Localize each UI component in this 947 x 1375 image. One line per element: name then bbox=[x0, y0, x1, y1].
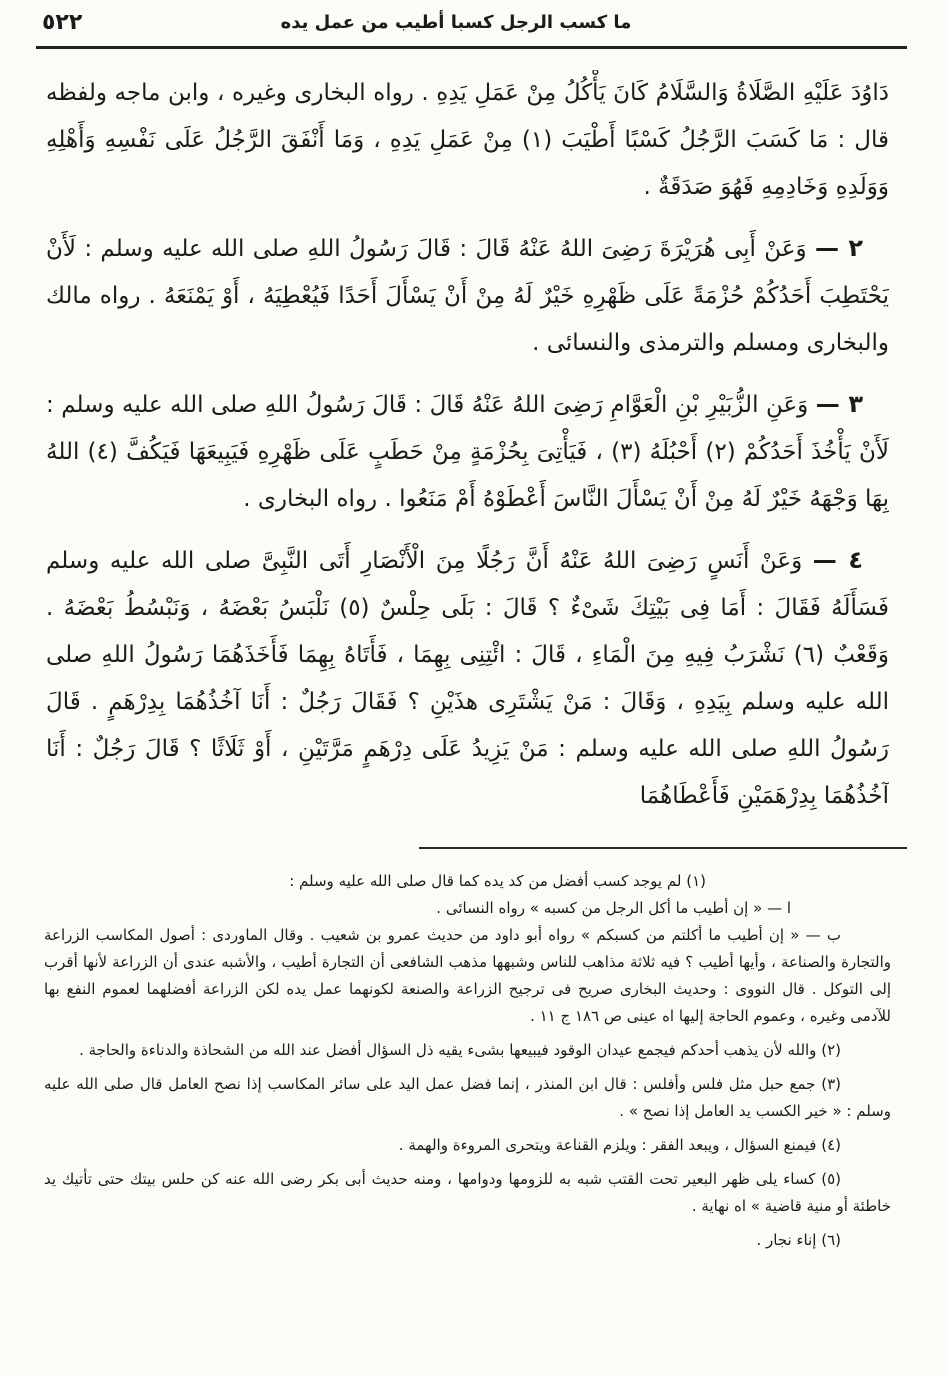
header-rule bbox=[36, 46, 907, 49]
footnote-marker: (٥) bbox=[821, 1170, 841, 1188]
footnote-separator bbox=[419, 847, 907, 849]
footnote-1-item-a bbox=[44, 895, 891, 922]
page-header bbox=[0, 0, 947, 44]
hadith-2 bbox=[46, 225, 889, 367]
footnote-marker: ا — bbox=[767, 899, 791, 917]
footnote-text: إناء نجار . bbox=[756, 1231, 817, 1249]
footnote-text: لم يوجد كسب أفضل من كد يده كما قال صلى الله عليه وسلم : bbox=[289, 872, 682, 890]
footnote-text: والله لأن يذهب أحدكم فيجمع عيدان الوقود فيبيعها بشىء يقيه ذل السؤال أفضل عند الله من الشحاذة والدناءة والحاجة . bbox=[79, 1041, 817, 1059]
footnote-5 bbox=[44, 1166, 891, 1220]
footnote-text: كساء يلى ظهر البعير تحت القتب شبه به للزومها ودوامها ، ومنه حديث أبى بكر رضى الله عنه كن حلس بيتك حتى تأتيك يد خاطئة أو منية قاضية » اه نهاية . bbox=[44, 1170, 891, 1215]
hadith-text: وَعَنِ الزُّبَيْرِ بْنِ الْعَوَّامِ رَضِىَ اللهُ عَنْهُ قَالَ : قَالَ رَسُولُ اللهِ صلى الله عليه وسلم : لَأَنْ يَأْخُذَ أَحَدُكُمْ (٢) أَحْبُلَهُ (٣) ، فَيَأْتِىَ بِحُزْمَةٍ مِنْ حَطَبٍ عَلَى ظَهْرِهِ فَيَبِيعَهَا فَيَكُفَّ (٤) اللهُ بِهَا وَجْهَهُ خَيْرٌ لَهُ مِنْ أَنْ يَسْأَلَ النَّاسَ أَعْطَوْهُ أَمْ مَنَعُوا . رواه البخارى . bbox=[46, 392, 889, 512]
hadith-number: ٢ — bbox=[814, 234, 864, 262]
footnote-text: « إن أطيب ما أكل الرجل من كسبه » رواه النسائى . bbox=[436, 899, 763, 917]
footnote-1-intro bbox=[44, 868, 891, 895]
footnote-1-item-b bbox=[44, 922, 891, 1030]
footnote-marker: (٣) bbox=[821, 1075, 841, 1093]
footnotes bbox=[44, 868, 891, 1357]
running-title: ما كسب الرجل كسبا أطيب من عمل يده bbox=[280, 12, 632, 33]
footnote-marker: (٤) bbox=[821, 1136, 841, 1154]
paragraph-continuation bbox=[46, 70, 889, 211]
footnote-4 bbox=[44, 1132, 891, 1159]
footnote-3 bbox=[44, 1071, 891, 1125]
footnote-text: فيمنع السؤال ، ويبعد الفقر : ويلزم القناعة ويتحرى المروءة والهمة . bbox=[398, 1136, 817, 1154]
hadith-number: ٤ — bbox=[812, 546, 864, 574]
paragraph-text: دَاوُدَ عَلَيْهِ الصَّلَاةُ وَالسَّلَامُ كَانَ يَأْكُلُ مِنْ عَمَلِ يَدِهِ . رواه البخارى وغيره ، وابن ماجه ولفظه قال : مَا كَسَبَ الرَّجُلُ كَسْبًا أَطْيَبَ (١) مِنْ عَمَلِ يَدِهِ ، وَمَا أَنْفَقَ الرَّجُلُ عَلَى نَفْسِهِ وَأَهْلِهِ وَوَلَدِهِ وَخَادِمِهِ فَهُوَ صَدَقَةٌ . bbox=[46, 80, 889, 200]
hadith-text: وَعَنْ أَنَسٍ رَضِىَ اللهُ عَنْهُ أَنَّ رَجُلًا مِنَ الْأَنْصَارِ أَتَى النَّبِىَّ صلى الله عليه وسلم فَسَأَلَهُ فَقَالَ : أَمَا فِى بَيْتِكَ شَىْءٌ ؟ قَالَ : بَلَى حِلْسٌ (٥) نَلْبَسُ بَعْضَهُ ، وَنَبْسُطُ بَعْضَهُ . وَقَعْبٌ (٦) نَشْرَبُ فِيهِ مِنَ الْمَاءِ ، قَالَ : ائْتِنِى بِهِمَا ، فَأَتَاهُ بِهِمَا فَأَخَذَهُمَا رَسُولُ اللهِ صلى الله عليه وسلم بِيَدِهِ ، وَقَالَ : مَنْ يَشْتَرِى هذَيْنِ ؟ فَقَالَ رَجُلٌ : أَنَا آخُذُهُمَا بِدِرْهَمٍ . قَالَ رَسُولُ اللهِ صلى الله عليه وسلم : مَنْ يَزِيدُ عَلَى دِرْهَمٍ مَرَّتَيْنِ ، أَوْ ثَلَاثًا ؟ قَالَ رَجُلٌ : أَنَا آخُذُهُمَا بِدِرْهَمَيْنِ فَأَعْطَاهُمَا bbox=[46, 548, 889, 809]
footnote-marker: (٦) bbox=[821, 1231, 841, 1249]
footnote-2 bbox=[44, 1037, 891, 1064]
footnote-6 bbox=[44, 1227, 891, 1254]
main-text bbox=[46, 70, 889, 848]
hadith-number: ٣ — bbox=[815, 390, 863, 418]
hadith-4 bbox=[46, 537, 889, 820]
footnote-marker: (١) bbox=[686, 872, 706, 890]
page-number: ٥٢٢ bbox=[42, 10, 83, 35]
footnote-marker: (٢) bbox=[821, 1041, 841, 1059]
hadith-3 bbox=[46, 381, 889, 523]
hadith-text: وَعَنْ أَبِى هُرَيْرَةَ رَضِىَ اللهُ عَنْهُ قَالَ : قَالَ رَسُولُ اللهِ صلى الله عليه وسلم : لَأَنْ يَحْتَطِبَ أَحَدُكُمْ حُزْمَةً عَلَى ظَهْرِهِ خَيْرٌ لَهُ مِنْ أَنْ يَسْأَلَ أَحَدًا فَيُعْطِيَهُ ، أَوْ يَمْنَعَهُ . رواه مالك والبخارى ومسلم والترمذى والنسائى . bbox=[46, 236, 889, 356]
footnote-text: « إن أطيب ما أكلتم من كسبكم » رواه أبو داود من حديث عمرو بن شعيب . وقال الماوردى : أصول المكاسب الزراعة والتجارة والصناعة ، وأيها أطيب ؟ فيه ثلاثة مذاهب للناس وشبهها مذهب الشافعى أن التجارة أطيب ، والأشبه عندى أن الزراعة لأنها أقرب إلى التوكل . قال النووى : وحديث البخارى صريح فى ترجيح الزراعة والصنعة لكونهما عمل يده لكن الزراعة أفضلهما لعموم النفع بها للآدمى وغيره ، وعموم الحاجة إليها اه عينى ص ١٨٦ ج ١١ . bbox=[44, 926, 891, 1025]
footnote-text: جمع حبل مثل فلس وأفلس : قال ابن المنذر ، إنما فضل عمل اليد على سائر المكاسب إذا نصح العامل قال صلى الله عليه وسلم : « خير الكسب يد العامل إذا نصح » . bbox=[44, 1075, 891, 1120]
footnote-marker: ب — bbox=[805, 926, 842, 944]
